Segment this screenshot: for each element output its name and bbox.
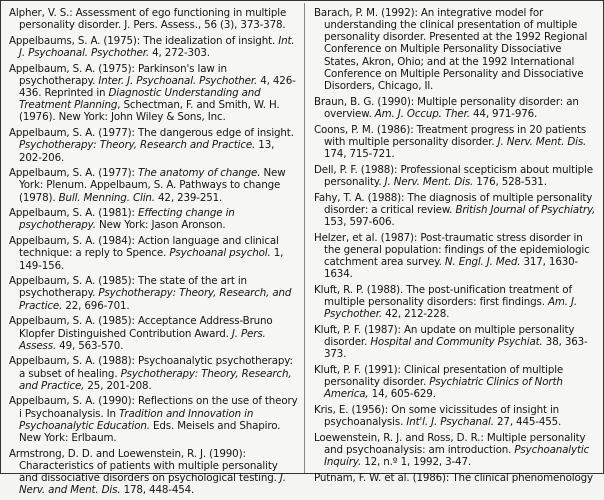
reference-entry	[314, 284, 598, 320]
reference-text: Kluft, R. P. (1988). The post-unification treatment of multiple personality disorders: first findings.	[314, 283, 572, 308]
reference-entry	[9, 355, 299, 391]
reference-text: 42, 239-251.	[154, 191, 223, 204]
reference-text: Kluft, P. F. (1987): An update on multiple personality disorder.	[314, 323, 575, 349]
reference-text: 14, 605-629.	[368, 388, 436, 401]
reference-source-italic: Tradition and Innovation in Psychoanalytic Education.	[19, 407, 254, 432]
reference-entry	[9, 395, 299, 444]
reference-entry	[314, 404, 598, 428]
reference-text: 13, 202-206.	[19, 139, 275, 164]
column-divider	[304, 3, 305, 473]
reference-text: 176, 528-531.	[473, 175, 547, 188]
reference-source-italic: Psychotherapy: Theory, Research, and Practice.	[19, 287, 292, 312]
reference-text: Appelbaum, S. A. (1977): The dangerous edge of insight.	[9, 127, 294, 140]
reference-entry	[9, 207, 299, 231]
reference-source-italic: The anatomy of change.	[137, 167, 261, 180]
reference-text: Barach, P. M. (1992): An integrative model for understanding the clinical presentation of multiple personality disorder. Presented at the 1992 Regional Conference on Multiple Personality Dissociative States, Akron, Ohio; and at the 1992 International Conference on Multiple Personality and Dissociative Disorders, Chicago, Il.	[314, 7, 588, 92]
reference-text: Appelbaum, S. A. (1984): Action language and clinical technique: a reply to Spence.	[9, 235, 279, 260]
reference-text: 12, n.º 1, 1992, 3-47.	[361, 456, 471, 469]
reference-source-italic: Int. J. Psychoanal. Psychother.	[19, 34, 295, 60]
reference-entry	[9, 448, 299, 497]
reference-text: 27, 445-455.	[493, 416, 562, 429]
reference-source-italic: Diagnostic Understanding and Treatment Planning	[19, 87, 261, 112]
reference-entry	[9, 167, 299, 203]
reference-entry	[314, 7, 598, 92]
reference-source-italic: Hospital and Community Psychiat.	[370, 336, 543, 349]
reference-source-italic: Bull. Menning. Clin.	[58, 191, 155, 204]
left-reference-column	[9, 7, 299, 500]
reference-text: 174, 715-721.	[324, 147, 395, 160]
reference-entry	[9, 315, 299, 351]
reference-source-italic: Am. J. Psychother.	[324, 296, 577, 321]
reference-text: Appelbaum, S. A. (1988): Psychoanalytic psychotherapy: a subset of healing.	[9, 355, 293, 380]
reference-text: Appelbaum, S. A. (1985): The state of the art in psychotherapy.	[9, 275, 247, 300]
reference-source-italic: Int'l. J. Psychanal.	[406, 416, 494, 429]
reference-text: 1, 149-156.	[19, 247, 284, 272]
reference-text: Loewenstein, R. J. and Ross, D. R.: Multiple personality and psychoanalysis: am introduction.	[314, 431, 586, 457]
reference-source-italic: Inter. J. Psychoanal. Psychother.	[98, 74, 258, 87]
reference-text: Dell, P. F. (1988): Professional scepticism about multiple personality.	[314, 163, 593, 188]
right-reference-column	[314, 7, 598, 488]
reference-source-italic: Effecting change in psychotherapy.	[19, 207, 235, 232]
reference-text: 38, 363-373.	[324, 336, 588, 361]
reference-entry	[314, 192, 598, 228]
reference-text: 4, 426-436. Reprinted in	[19, 74, 296, 100]
reference-source-italic: J. Pers. Assess.	[19, 327, 266, 352]
reference-source-italic: J. Nerv. Ment. Dis.	[497, 135, 587, 148]
reference-text: Appelbaum, S. A. (1985): Acceptance Address-Bruno Klopfer Distinguished Contribution Award.	[9, 315, 273, 340]
reference-entry	[9, 275, 299, 311]
reference-text: 49, 563-570.	[56, 339, 124, 352]
reference-entry	[9, 127, 299, 163]
reference-entry	[9, 63, 299, 124]
reference-source-italic: British Journal of Psychiatry,	[455, 203, 596, 216]
reference-text: 25, 201-208.	[84, 379, 152, 392]
reference-text: Putnam, F. W. et al. (1986): The clinical phenomenology	[314, 472, 593, 484]
reference-text: 4, 272-303.	[149, 47, 210, 60]
reference-source-italic: J. Nerv. and Ment. Dis.	[19, 472, 286, 497]
reference-source-italic: Psychotherapy: Theory, Research and Practice.	[19, 139, 256, 152]
reference-source-italic: Am. J. Occup. Ther.	[374, 107, 470, 120]
reference-text: 44, 971-976.	[469, 107, 538, 120]
reference-source-italic: Psychotherapy: Theory, Research, and Practice,	[19, 367, 292, 392]
reference-source-italic: N. Engl. J. Med.	[444, 255, 521, 268]
reference-text: 178, 448-454.	[120, 484, 195, 497]
reference-entry	[314, 164, 598, 188]
reference-text: Braun, B. G. (1990): Multiple personality disorder: an overview.	[314, 95, 579, 120]
reference-text: Appelbaum, S. A. (1977):	[9, 167, 138, 180]
reference-text: Appelbaum, S. A. (1975): Parkinson's law in psychotherapy.	[9, 62, 227, 87]
reference-text: , Schectman, F. and Smith, W. H. (1976). New York: John Wiley & Sons, Inc.	[19, 99, 280, 124]
reference-entry	[314, 96, 598, 120]
reference-text: New York: Jason Aronson.	[95, 219, 226, 232]
reference-source-italic: Psychoanal psychol.	[169, 247, 271, 260]
reference-text: Appelbaum, S. A. (1990): Reflections on the use of theory i Psychoanalysis. In	[9, 395, 298, 420]
reference-text: Coons, P. M. (1986): Treatment progress in 20 patients with multiple personality disorder.	[314, 123, 587, 148]
reference-entry	[9, 235, 299, 271]
reference-text: Appelbaum, S. A. (1981):	[9, 207, 138, 220]
reference-entry	[314, 232, 598, 281]
reference-source-italic: J. Nerv. Ment. Dis.	[384, 175, 474, 188]
reference-text: Armstrong, D. D. and Loewenstein, R. J. (1990): Characteristics of patients with multiple personality and dissociative disorders on psychological testing.	[9, 447, 280, 484]
reference-text: New York: Plenum. Appelbaum, S. A. Pathways to change (1978).	[19, 167, 286, 204]
reference-entry	[314, 324, 598, 360]
reference-source-italic: Psychiatric Clinics of North America,	[324, 376, 563, 401]
reference-text: 22, 696-701.	[62, 299, 130, 312]
reference-text: 317, 1630-1634.	[324, 255, 579, 281]
reference-entry	[9, 35, 299, 59]
reference-text: Alpher, V. S.: Assessment of ego functioning in multiple personality disorder. J. Pers. Assess., 56 (3), 373-378.	[9, 7, 287, 32]
reference-entry	[314, 364, 598, 400]
reference-entry	[9, 7, 299, 31]
reference-text: Eds. Meisels and Shapiro. New York: Erlbaum.	[19, 419, 281, 444]
reference-entry	[314, 124, 598, 160]
reference-text: Appelbaums, S. A. (1975): The idealization of insight.	[9, 34, 279, 47]
reference-entry	[314, 432, 598, 468]
reference-text: Kris, E. (1956): On some vicissitudes of insight in psychoanalysis.	[314, 404, 560, 429]
reference-text: Helzer, et al. (1987): Post-traumatic stress disorder in the general population: findings of the epidemiologic catchment area survey.	[314, 231, 590, 268]
reference-text: Fahy, T. A. (1988): The diagnosis of multiple personality disorder: a critical review.	[314, 191, 593, 216]
reference-text: 42, 212-228.	[381, 308, 450, 321]
reference-source-italic: Psychoanalytic Inquiry.	[324, 444, 590, 469]
reference-text: Kluft, P. F. (1991): Clinical presentation of multiple personality disorder.	[314, 363, 564, 389]
reference-text: 153, 597-606.	[324, 215, 395, 228]
